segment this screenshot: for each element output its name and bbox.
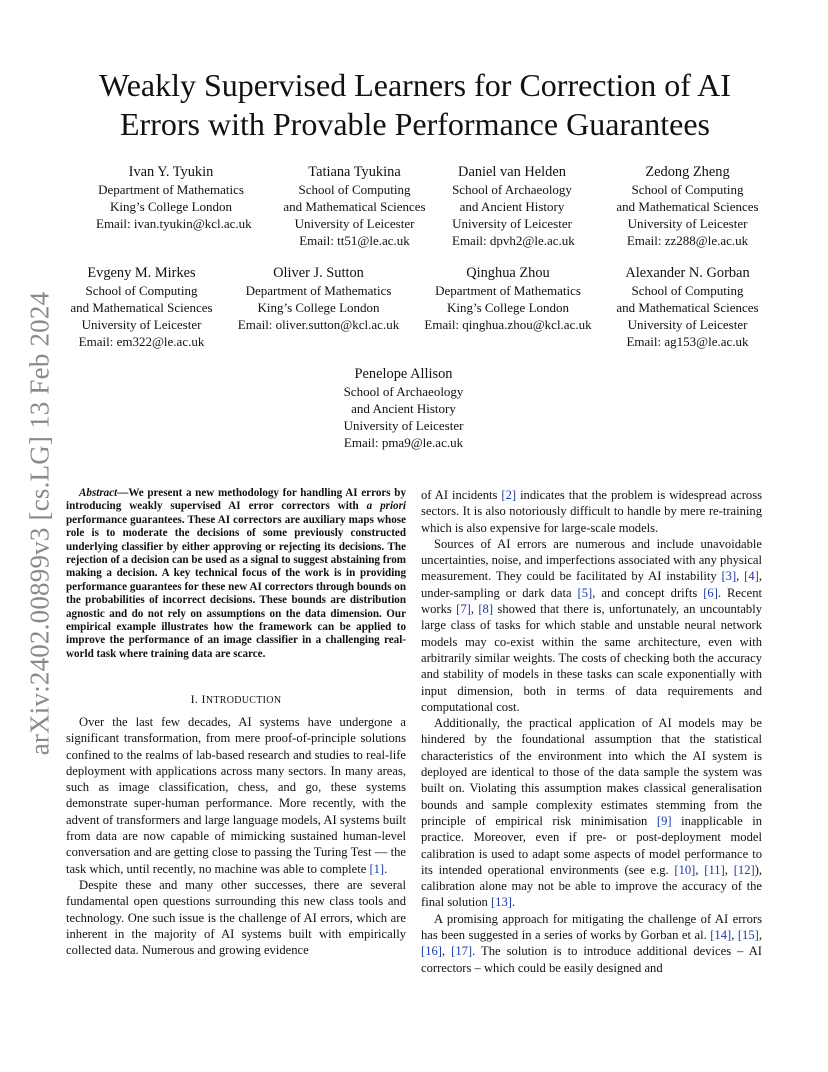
author-affiliation: King’s College London xyxy=(109,199,233,214)
author-affiliation: School of Computing xyxy=(631,182,744,197)
body-paragraph xyxy=(421,536,762,715)
author-block xyxy=(326,365,481,451)
citation-link[interactable]: [4] xyxy=(744,569,759,584)
paragraph-text: of AI incidents xyxy=(421,488,502,502)
paragraph-text: , and concept drifts xyxy=(592,585,704,600)
author-name: Qinghua Zhou xyxy=(466,265,550,281)
abstract-text-start: —We present a new methodology for handling AI errors by introducing weakly supervised AI error correctors with xyxy=(66,487,406,513)
author-affiliation: University of Leicester xyxy=(627,317,748,332)
paragraph-text: , xyxy=(470,602,479,617)
paragraph-text: ), calibration alone may not be able to improve the accuracy of the final solution xyxy=(421,862,763,910)
author-affiliation: King’s College London xyxy=(446,300,570,315)
author-name: Daniel van Helden xyxy=(458,164,566,180)
author-email: Email: pma9@le.ac.uk xyxy=(343,435,464,450)
citation-link[interactable]: [14] xyxy=(710,928,732,943)
citation-link[interactable]: [16] xyxy=(421,944,442,959)
body-paragraph xyxy=(66,714,406,877)
paragraph-text: Sources of AI errors are numerous and include unavoidable uncertainties, noise, and imperfections associated with any physical measurement. They could be facilitated by AI instability xyxy=(421,536,762,584)
author-block xyxy=(277,163,432,249)
author-affiliation: Department of Mathematics xyxy=(245,283,392,298)
title-line-2: Errors with Provable Performance Guarantees xyxy=(120,106,710,142)
author-affiliation: School of Archaeology xyxy=(343,384,464,399)
abstract-text-rest: performance guarantees. These AI correctors are auxiliary maps whose role is to moderate the decisions of some previously constructed underlying classifier by either approving or rejecting its decisions. The rejection of a decision can be used as a signal to suggest abstaining from making a decision. A key technical focus of the work is in providing performance guarantees for these new AI correctors through bounds on the probabilities of incorrect decisions. These bounds are distribution agnostic and do not rely on assumptions on the data dimension. Our empirical example illustrates how the framework can be applied to improve the performance of an image classifier in a challenging real-world task where training data are scarce. xyxy=(66,513,406,660)
paragraph-text: Despite these and many other successes, there are several fundamental open questions surrounding this new class tools and technology. One such issue is the challenge of AI errors, which are inherent in the majority of AI systems built with empirically collected data. Numerous and growing evidence xyxy=(66,877,406,958)
section-title-initial: I xyxy=(201,692,206,706)
paragraph-text: inapplicable in practice. Moreover, even if pre- or post-deployment model calibration is used to adapt some aspects of model performance to its intended operational environments (see e.g. xyxy=(421,813,763,877)
section-title-rest: NTRODUCTION xyxy=(205,695,282,706)
citation-link[interactable]: [12] xyxy=(733,862,755,877)
author-name: Tatiana Tyukina xyxy=(308,164,401,180)
author-email: Email: em322@le.ac.uk xyxy=(78,334,205,349)
author-email: Email: dpvh2@le.ac.uk xyxy=(452,233,575,248)
arxiv-identifier-stamp xyxy=(20,288,60,758)
author-block xyxy=(610,163,765,249)
author-affiliation: and Ancient History xyxy=(351,401,456,416)
author-block xyxy=(231,264,406,333)
author-affiliation: King’s College London xyxy=(257,300,380,315)
author-name: Penelope Allison xyxy=(354,366,453,382)
author-name: Alexander N. Gorban xyxy=(625,265,750,281)
author-name: Ivan Y. Tyukin xyxy=(128,164,214,180)
citation-link[interactable]: [8] xyxy=(478,602,494,617)
paragraph-text: A promising approach for mitigating the challenge of AI errors has been suggested in a series of works by Gorban et al. xyxy=(421,911,762,943)
author-affiliation: University of Leicester xyxy=(627,216,748,231)
left-column-body xyxy=(66,714,406,958)
author-affiliation: School of Computing xyxy=(631,283,744,298)
paragraph-text: . xyxy=(384,861,388,876)
paragraph-text: . The solution is to introduce additional devices – AI correctors – which could be easily designed and xyxy=(421,944,762,975)
paragraph-text: . Recent works xyxy=(421,585,762,617)
paragraph-text: indicates that the problem is widespread across sectors. It is also notoriously difficult to handle by mere re-training which is also expensive for large-scale models. xyxy=(421,488,763,535)
author-block xyxy=(64,264,219,350)
author-affiliation: Department of Mathematics xyxy=(435,283,581,298)
citation-link[interactable]: [15] xyxy=(737,928,759,943)
author-name: Zedong Zheng xyxy=(645,164,730,180)
body-paragraph xyxy=(421,911,762,976)
author-email: Email: qinghua.zhou@kcl.ac.uk xyxy=(424,317,592,332)
paragraph-text: , xyxy=(758,928,762,943)
author-affiliation: and Mathematical Sciences xyxy=(616,300,759,315)
paragraph-text: , xyxy=(736,569,745,584)
abstract-label: Abstract xyxy=(79,487,118,499)
author-name: Oliver J. Sutton xyxy=(273,265,364,281)
author-affiliation: University of Leicester xyxy=(81,317,202,332)
right-column-body xyxy=(421,487,762,976)
body-paragraph xyxy=(66,877,406,958)
section-heading-introduction xyxy=(66,692,406,708)
citation-link[interactable]: [6] xyxy=(703,585,718,600)
author-email: Email: zz288@le.ac.uk xyxy=(626,233,749,248)
section-number: I. xyxy=(190,692,202,706)
citation-link[interactable]: [1] xyxy=(369,861,385,876)
body-paragraph xyxy=(421,715,762,911)
citation-link[interactable]: [3] xyxy=(721,569,737,584)
paragraph-text: , xyxy=(441,944,452,959)
author-block xyxy=(96,163,252,232)
author-email: Email: tt51@le.ac.uk xyxy=(299,233,410,248)
abstract-emphasis: a priori xyxy=(366,500,407,513)
author-affiliation: School of Archaeology xyxy=(452,182,572,197)
author-affiliation: and Mathematical Sciences xyxy=(283,199,426,214)
author-name: Evgeny M. Mirkes xyxy=(87,265,196,281)
citation-link[interactable]: [11] xyxy=(704,862,725,877)
author-block xyxy=(610,264,765,350)
citation-link[interactable]: [5] xyxy=(577,585,593,600)
paragraph-text: , xyxy=(724,862,734,877)
paragraph-text: , xyxy=(731,928,738,943)
paragraph-text: . xyxy=(511,895,516,910)
arxiv-identifier-text: arXiv:2402.00899v3 [cs.LG] 13 Feb 2024 xyxy=(24,291,55,755)
body-paragraph xyxy=(421,487,762,536)
author-affiliation: University of Leicester xyxy=(343,418,464,433)
paper-title xyxy=(70,66,760,144)
citation-link[interactable]: [17] xyxy=(451,944,473,959)
paragraph-text: , under-sampling or dark data xyxy=(421,569,762,600)
citation-link[interactable]: [2] xyxy=(501,488,517,502)
citation-link[interactable]: [10] xyxy=(674,862,696,877)
author-affiliation: and Mathematical Sciences xyxy=(70,300,213,315)
paragraph-text: Additionally, the practical application of AI models may be hindered by the foundational assumption that the statistical characteristics of the environment into which the AI system is deployed are identical to those of the data sample the system was built on. Violating this assumption makes classical generalisation bounds and sample complexity estimates stemming from the principle of empirical risk minimisation xyxy=(421,716,762,828)
abstract xyxy=(66,487,406,661)
author-email: Email: ivan.tyukin@kcl.ac.uk xyxy=(96,216,252,231)
author-affiliation: University of Leicester xyxy=(294,216,415,231)
author-email: Email: oliver.sutton@kcl.ac.uk xyxy=(237,317,400,332)
author-email: Email: ag153@le.ac.uk xyxy=(626,334,749,349)
citation-link[interactable]: [9] xyxy=(656,813,672,828)
paragraph-text: showed that there is, unfortunately, an uncountably large class of tasks for which stable and unstable neural network models may co-exist within the same architecture, even with arbitrarily similar weights. The costs of checking both the accuracy and stability of models in these tasks can scale exponentially with input dimension, both in terms of data requirements and computational cost. xyxy=(421,602,763,714)
author-affiliation: and Ancient History xyxy=(459,199,565,214)
title-line-1: Weakly Supervised Learners for Correction of AI xyxy=(99,67,731,103)
author-affiliation: University of Leicester xyxy=(452,216,572,231)
author-block xyxy=(452,163,575,249)
author-affiliation: and Mathematical Sciences xyxy=(616,199,759,214)
citation-link[interactable]: [7] xyxy=(456,602,471,617)
citation-link[interactable]: [13] xyxy=(490,895,512,910)
author-block xyxy=(418,264,598,333)
author-affiliation: School of Computing xyxy=(85,283,198,298)
paragraph-text: , xyxy=(695,862,705,877)
author-affiliation: School of Computing xyxy=(298,182,411,197)
author-affiliation: Department of Mathematics xyxy=(98,182,244,197)
paragraph-text: Over the last few decades, AI systems have undergone a significant transformation, from mere proof-of-principle solutions confined to the realms of lab-based research and studies to real-life deployment with applications across many sectors. In many areas, such as image classification, chess, and go, these systems demonstrate super-human performance. More recently, with the advent of transformers and large language models, AI systems built from data are now capable of mimicking sustained human-level conversation and are getting close to passing the Turing Test — the task which, until recently, no machine was able to complete xyxy=(66,715,406,876)
